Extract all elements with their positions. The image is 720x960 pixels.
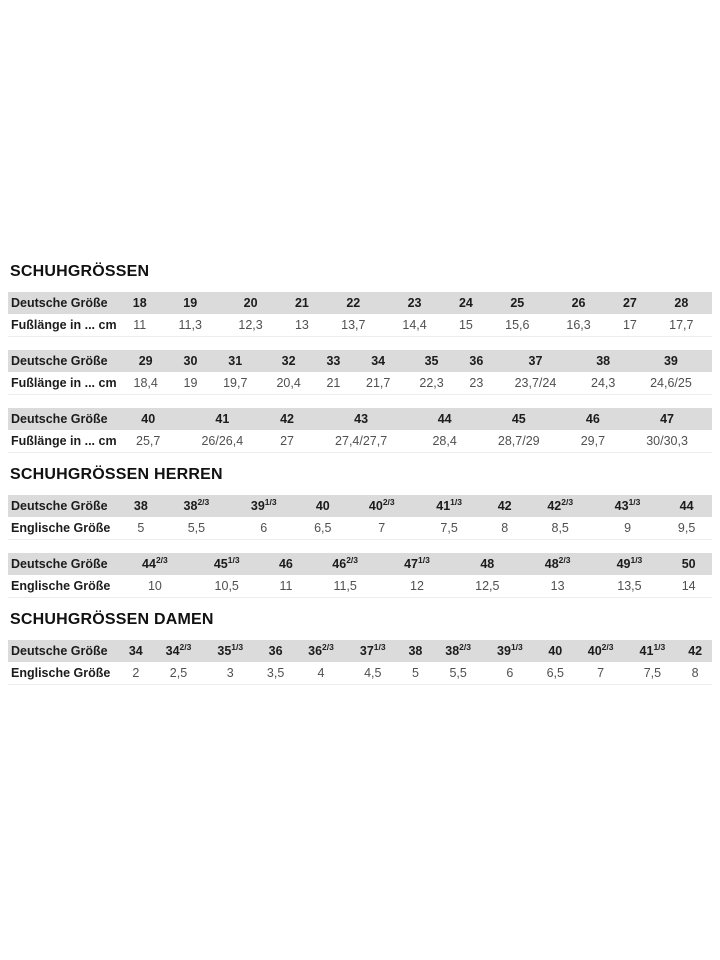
german-size-value: $38^{2/3}$ (183, 496, 210, 513)
converted-size-value: 14 (681, 579, 696, 593)
fraction-superscript: 1/3 (510, 641, 523, 652)
german-size-value: $37^{1/3}$ (359, 641, 386, 658)
german-size-row (8, 292, 712, 314)
converted-size-value: 2 (132, 666, 140, 680)
fraction-superscript: 1/3 (653, 641, 666, 652)
row-label-converted-size: Fußlänge in ... cm (11, 318, 117, 332)
converted-size-value: 19,7 (223, 376, 248, 390)
german-size-value: 36 (268, 644, 283, 658)
german-size-value: 33 (326, 354, 341, 368)
fraction-superscript: 2/3 (558, 554, 571, 565)
section-tables (8, 640, 712, 685)
converted-size-value: 3,5 (266, 666, 285, 680)
german-size-value: 43 (354, 412, 369, 426)
german-size-value: 38 (596, 354, 611, 368)
german-size-row (8, 553, 712, 575)
german-size-value: 28 (674, 296, 689, 310)
converted-size-value: 11 (279, 579, 293, 593)
german-size-value: $41^{1/3}$ (436, 496, 462, 513)
fraction-superscript: 2/3 (561, 496, 574, 507)
converted-size-value: 9,5 (677, 521, 696, 535)
converted-size-value: 17,7 (669, 318, 694, 332)
converted-size-row (8, 662, 712, 685)
german-size-value: 47 (660, 412, 674, 426)
converted-size-value: 13,7 (341, 318, 366, 332)
german-size-value: 40 (141, 412, 156, 426)
fraction-superscript: 1/3 (231, 641, 244, 652)
converted-size-value: 18,4 (133, 376, 158, 390)
converted-size-value: 7,5 (643, 666, 662, 680)
german-size-value: $42^{2/3}$ (547, 496, 574, 513)
german-size-value: 44 (437, 412, 452, 426)
converted-size-value: 23 (469, 376, 484, 390)
section-title-herren: SCHUHGRÖSSEN HERREN (10, 466, 223, 483)
german-size-value: $36^{2/3}$ (308, 641, 334, 658)
fraction-superscript: 1/3 (628, 496, 641, 507)
german-size-value: $48^{2/3}$ (544, 554, 571, 571)
converted-size-value: 26/26,4 (201, 434, 244, 448)
german-size-row (8, 350, 712, 372)
converted-size-value: 5 (137, 521, 145, 535)
converted-size-value: 12 (410, 579, 424, 593)
size-table (8, 292, 712, 337)
converted-size-value: 28,4 (432, 434, 457, 448)
converted-size-value: 21,7 (366, 376, 391, 390)
converted-size-value: 30/30,3 (646, 434, 688, 448)
german-size-value: $39^{1/3}$ (497, 641, 523, 658)
converted-size-value: 11,5 (333, 579, 357, 593)
converted-size-value: 3 (226, 666, 234, 680)
german-size-value: 29 (138, 354, 153, 368)
row-label-converted-size: Fußlänge in ... cm (11, 434, 117, 448)
row-label-german-size: Deutsche Größe (11, 644, 108, 658)
german-size-value: 18 (132, 296, 147, 310)
converted-size-value: 13,5 (617, 579, 642, 593)
german-size-value: 40 (315, 499, 330, 513)
section-schuhgroessen-damen (8, 611, 712, 685)
german-size-value: 20 (243, 296, 258, 310)
german-size-value: 42 (497, 499, 512, 513)
german-size-value: 38 (133, 499, 148, 513)
german-size-value: 37 (528, 354, 543, 368)
german-size-value: 38 (408, 644, 423, 658)
german-size-value: 24 (458, 296, 473, 310)
converted-size-value: 9 (624, 521, 632, 535)
converted-size-value: 27 (280, 434, 294, 448)
converted-size-row (8, 314, 712, 337)
converted-size-value: 10,5 (214, 579, 239, 593)
german-size-value: 46 (278, 557, 293, 571)
german-size-value: $44^{2/3}$ (142, 554, 168, 571)
converted-size-value: 17 (622, 318, 637, 332)
converted-size-value: 6,5 (546, 666, 564, 680)
converted-size-value: 10 (147, 579, 162, 593)
fraction-superscript: 1/3 (373, 641, 386, 652)
german-size-value: $41^{1/3}$ (639, 641, 666, 658)
fraction-superscript: 1/3 (418, 554, 430, 565)
german-size-value: $40^{2/3}$ (368, 496, 395, 513)
section-title-schuhgroessen: SCHUHGRÖSSEN (10, 263, 150, 280)
fraction-superscript: 2/3 (155, 554, 168, 565)
converted-size-value: 23,7/24 (514, 376, 557, 390)
german-size-value: 32 (281, 354, 296, 368)
german-size-value: 19 (183, 296, 198, 310)
converted-size-value: 15,6 (505, 318, 530, 332)
german-size-value: $39^{1/3}$ (250, 496, 277, 513)
german-size-row (8, 640, 712, 662)
german-size-value: $45^{1/3}$ (213, 554, 240, 571)
german-size-value: 42 (688, 644, 703, 658)
size-table (8, 495, 712, 540)
row-label-converted-size: Englische Größe (11, 521, 111, 535)
german-size-value: $34^{2/3}$ (165, 641, 192, 658)
converted-size-value: 13 (294, 318, 309, 332)
german-size-value: 25 (510, 296, 525, 310)
german-size-value: 26 (571, 296, 586, 310)
converted-size-value: 6,5 (314, 521, 332, 535)
converted-size-value: 6 (260, 521, 268, 535)
german-size-row (8, 495, 712, 517)
german-size-value: 34 (128, 644, 143, 658)
german-size-value: 40 (548, 644, 563, 658)
converted-size-value: 12,3 (238, 318, 263, 332)
row-label-german-size: Deutsche Größe (11, 499, 108, 513)
converted-size-row (8, 430, 712, 453)
converted-size-value: 25,7 (136, 434, 161, 448)
fraction-superscript: 2/3 (346, 554, 359, 565)
german-size-value: $47^{1/3}$ (404, 554, 430, 571)
german-size-value: 46 (585, 412, 600, 426)
fraction-superscript: 1/3 (630, 554, 643, 565)
size-table (8, 553, 712, 598)
german-size-row (8, 408, 712, 430)
converted-size-value: 24,3 (591, 376, 616, 390)
converted-size-value: 24,6/25 (650, 376, 692, 390)
german-size-value: $40^{2/3}$ (587, 641, 614, 658)
section-tables (8, 292, 712, 453)
converted-size-value: 19 (183, 376, 198, 390)
converted-size-value: 12,5 (475, 579, 500, 593)
size-table (8, 640, 712, 685)
german-size-value: $35^{1/3}$ (217, 641, 244, 658)
converted-size-value: 27,4/27,7 (335, 434, 388, 448)
fraction-superscript: 1/3 (227, 554, 240, 565)
converted-size-value: 2,5 (169, 666, 188, 680)
converted-size-value: 16,3 (566, 318, 591, 332)
converted-size-value: 29,7 (580, 434, 606, 448)
german-size-value: 42 (280, 412, 294, 426)
section-schuhgroessen-herren (8, 466, 712, 598)
german-size-value: 22 (346, 296, 361, 310)
converted-size-value: 7 (597, 666, 605, 680)
fraction-superscript: 2/3 (382, 496, 395, 507)
converted-size-row (8, 517, 712, 540)
german-size-value: 27 (622, 296, 637, 310)
german-size-value: $43^{1/3}$ (614, 496, 641, 513)
converted-size-row (8, 575, 712, 598)
converted-size-row (8, 372, 712, 395)
fraction-superscript: 2/3 (322, 641, 334, 652)
converted-size-value: 5,5 (187, 521, 206, 535)
german-size-value: 23 (407, 296, 422, 310)
row-label-german-size: Deutsche Größe (11, 296, 108, 310)
converted-size-value: 5,5 (449, 666, 467, 680)
converted-size-value: 22,3 (419, 376, 444, 390)
fraction-superscript: 2/3 (197, 496, 210, 507)
german-size-value: 36 (469, 354, 484, 368)
converted-size-value: 13 (550, 579, 565, 593)
fraction-superscript: 2/3 (179, 641, 192, 652)
row-label-german-size: Deutsche Größe (11, 557, 108, 571)
size-table (8, 408, 712, 453)
fraction-superscript: 1/3 (450, 496, 462, 507)
row-label-german-size: Deutsche Größe (11, 354, 108, 368)
german-size-value: 21 (294, 296, 309, 310)
german-size-value: 50 (681, 557, 696, 571)
german-size-value: $49^{1/3}$ (616, 554, 643, 571)
converted-size-value: 7,5 (440, 521, 458, 535)
german-size-value: $38^{2/3}$ (445, 641, 471, 658)
row-label-german-size: Deutsche Größe (11, 412, 108, 426)
fraction-superscript: 2/3 (601, 641, 614, 652)
converted-size-value: 11 (133, 318, 147, 332)
section-tables (8, 495, 712, 598)
size-table (8, 350, 712, 395)
german-size-value: 35 (424, 354, 439, 368)
german-size-value: 30 (183, 354, 198, 368)
converted-size-value: 4 (317, 666, 325, 680)
section-schuhgroessen (8, 263, 712, 453)
converted-size-value: 20,4 (276, 376, 301, 390)
converted-size-value: 21 (326, 376, 341, 390)
row-label-converted-size: Fußlänge in ... cm (11, 376, 117, 390)
converted-size-value: 6 (506, 666, 514, 680)
converted-size-value: 4,5 (364, 666, 382, 680)
german-size-value: $46^{2/3}$ (332, 554, 359, 571)
converted-size-value: 15 (458, 318, 473, 332)
section-title-damen: SCHUHGRÖSSEN DAMEN (10, 611, 214, 628)
german-size-value: 41 (215, 412, 230, 426)
converted-size-value: 8 (501, 521, 509, 535)
converted-size-value: 14,4 (402, 318, 427, 332)
converted-size-value: 8,5 (551, 521, 569, 535)
german-size-value: 48 (480, 557, 495, 571)
row-label-converted-size: Englische Größe (11, 666, 111, 680)
converted-size-value: 7 (378, 521, 386, 535)
fraction-superscript: 1/3 (264, 496, 277, 507)
converted-size-value: 28,7/29 (497, 434, 540, 448)
german-size-value: 45 (511, 412, 526, 426)
german-size-value: 34 (371, 354, 386, 368)
row-label-converted-size: Englische Größe (11, 579, 111, 593)
german-size-value: 39 (663, 354, 678, 368)
german-size-value: 31 (228, 354, 243, 368)
converted-size-value: 8 (691, 666, 699, 680)
fraction-superscript: 2/3 (459, 641, 471, 652)
german-size-value: 44 (679, 499, 694, 513)
converted-size-value: 11,3 (178, 318, 202, 332)
converted-size-value: 5 (411, 666, 419, 680)
